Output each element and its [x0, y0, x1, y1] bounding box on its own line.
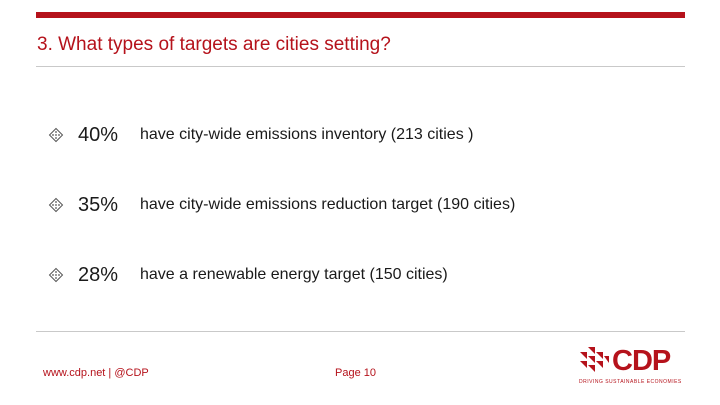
stat-percent: 35% — [78, 193, 119, 216]
diamond-dots-icon — [48, 267, 64, 283]
page-number: Page 10 — [335, 367, 376, 379]
stat-percent: 28% — [78, 263, 119, 286]
diamond-dots-icon — [48, 197, 64, 213]
stat-description: have a renewable energy target (150 cities) — [140, 266, 448, 283]
cdp-tagline: DRIVING SUSTAINABLE ECONOMIES — [579, 379, 682, 385]
footer-url[interactable]: www.cdp.net | @CDP — [43, 367, 149, 379]
cdp-logo — [578, 344, 684, 390]
stat-percent: 40% — [78, 123, 119, 146]
diamond-dots-icon — [48, 127, 64, 143]
stat-description: have city-wide emissions inventory (213 cities ) — [140, 126, 474, 143]
title-divider — [36, 66, 685, 67]
cdp-logo-mark-icon — [578, 344, 610, 376]
slide-title: 3. What types of targets are cities setting? — [37, 34, 391, 55]
stat-description: have city-wide emissions reduction target (190 cities) — [140, 196, 516, 213]
stat-bullet-renewable-target — [40, 260, 660, 290]
top-accent-bar — [36, 12, 685, 18]
stat-bullet-inventory — [40, 120, 660, 150]
footer-divider — [36, 331, 685, 332]
stat-bullet-reduction-target — [40, 190, 660, 220]
cdp-wordmark: CDP — [612, 345, 671, 377]
